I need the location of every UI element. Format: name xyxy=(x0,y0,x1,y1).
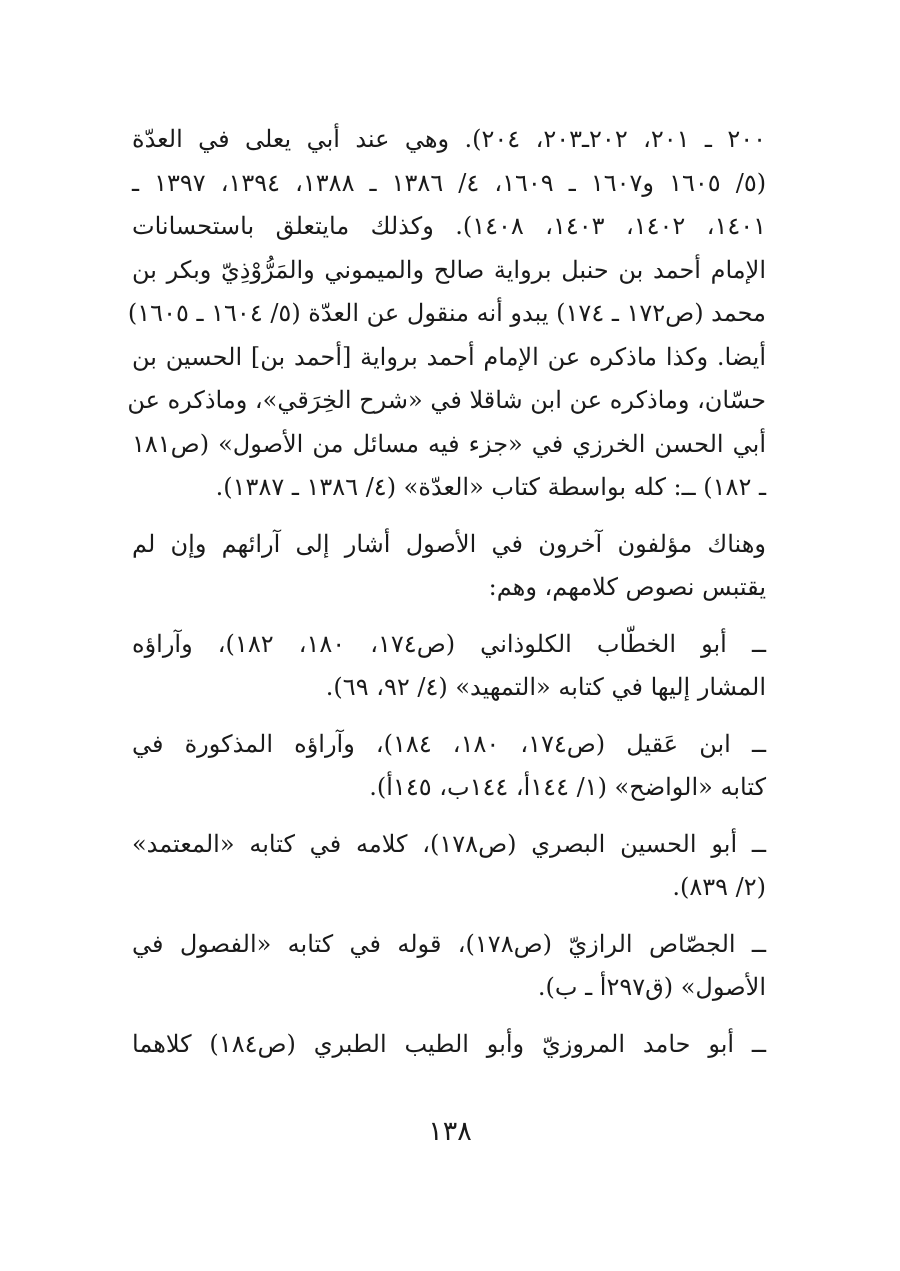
text-line: حسّان، وماذكره عن ابن شاقلا في «شرح الخِرَقي»، وماذكره عن xyxy=(127,386,766,414)
text-line: (٥/ ١٦٠٥ و١٦٠٧ ـ ١٦٠٩، ٤/ ١٣٨٦ ـ ١٣٨٨، ١٣٩٤، ١٣٩٧ ـ xyxy=(132,168,767,197)
paragraph-1 xyxy=(127,118,767,510)
paragraph-gap xyxy=(132,610,766,623)
text-line: (٢/ ٨٣٩). xyxy=(672,873,766,901)
paragraph-gap xyxy=(132,810,766,823)
paragraph-gap xyxy=(132,1010,766,1023)
paragraph-2 xyxy=(132,523,766,610)
text-line: الإمام أحمد بن حنبل برواية صالح والميموني والمَرُّوْذِيّ وبكر بن xyxy=(132,255,767,284)
page-number: ١٣٨ xyxy=(428,1116,472,1147)
list-item-jassas xyxy=(132,923,766,1010)
main-text xyxy=(127,118,767,1066)
text-line: يقتبس نصوص كلامهم، وهم: xyxy=(488,573,766,601)
text-line: ــ أبو الحسين البصري (ص١٧٨)، كلامه في كتابه «المعتمد» xyxy=(132,829,766,858)
paragraph-gap xyxy=(132,910,766,923)
paragraph-gap xyxy=(132,510,766,523)
text-line: كتابه «الواضح» (١/ ١٤٤أ، ١٤٤ب، ١٤٥أ). xyxy=(369,773,766,801)
text-line: الأصول» (ق٢٩٧أ ـ ب). xyxy=(537,973,766,1001)
list-item-abu-alhusayn xyxy=(132,823,766,910)
list-item-abu-alkhattab xyxy=(132,623,766,710)
text-line: ـ ١٨٢) ــ: كله بواسطة كتاب «العدّة» (٤/ ١٣٨٦ ـ ١٣٨٧). xyxy=(215,473,766,501)
text-line: أبي الحسن الخرزي في «جزء فيه مسائل من الأصول» (ص١٨١ xyxy=(132,429,766,458)
text-line: وهناك مؤلفون آخرون في الأصول أشار إلى آرائهم وإن لم xyxy=(132,529,767,558)
text-line: محمد (ص١٧٢ ـ ١٧٤) يبدو أنه منقول عن العدّة (٥/ ١٦٠٤ ـ ١٦٠٥) xyxy=(127,299,766,327)
text-line: ٢٠٠ ـ ٢٠١، ٢٠٢ـ٢٠٣، ٢٠٤). وهي عند أبي يعلى في العدّة xyxy=(132,125,766,153)
text-line: ــ ابن عَقيل (ص١٧٤، ١٨٠، ١٨٤)، وآراؤه المذكورة في xyxy=(132,729,767,758)
list-item-abu-hamid xyxy=(132,1023,766,1067)
text-line: ١٤٠١، ١٤٠٢، ١٤٠٣، ١٤٠٨). وكذلك مايتعلق باستحسانات xyxy=(132,212,767,240)
text-line: ــ أبو الخطّاب الكلوذاني (ص١٧٤، ١٨٠، ١٨٢)، وآراؤه xyxy=(132,629,767,658)
text-line: المشار إليها في كتابه «التمهيد» (٤/ ٩٢، ٦٩). xyxy=(325,673,766,701)
text-line: ــ أبو حامد المروزيّ وأبو الطيب الطبري (ص١٨٤) كلاهما xyxy=(132,1029,766,1058)
list-item-ibn-aqil xyxy=(132,723,766,810)
paragraph-gap xyxy=(132,710,766,723)
text-line: أيضا. وكذا ماذكره عن الإمام أحمد برواية [أحمد بن] الحسين بن xyxy=(132,342,766,371)
text-line: ــ الجصّاص الرازيّ (ص١٧٨)، قوله في كتابه «الفصول في xyxy=(132,929,766,958)
